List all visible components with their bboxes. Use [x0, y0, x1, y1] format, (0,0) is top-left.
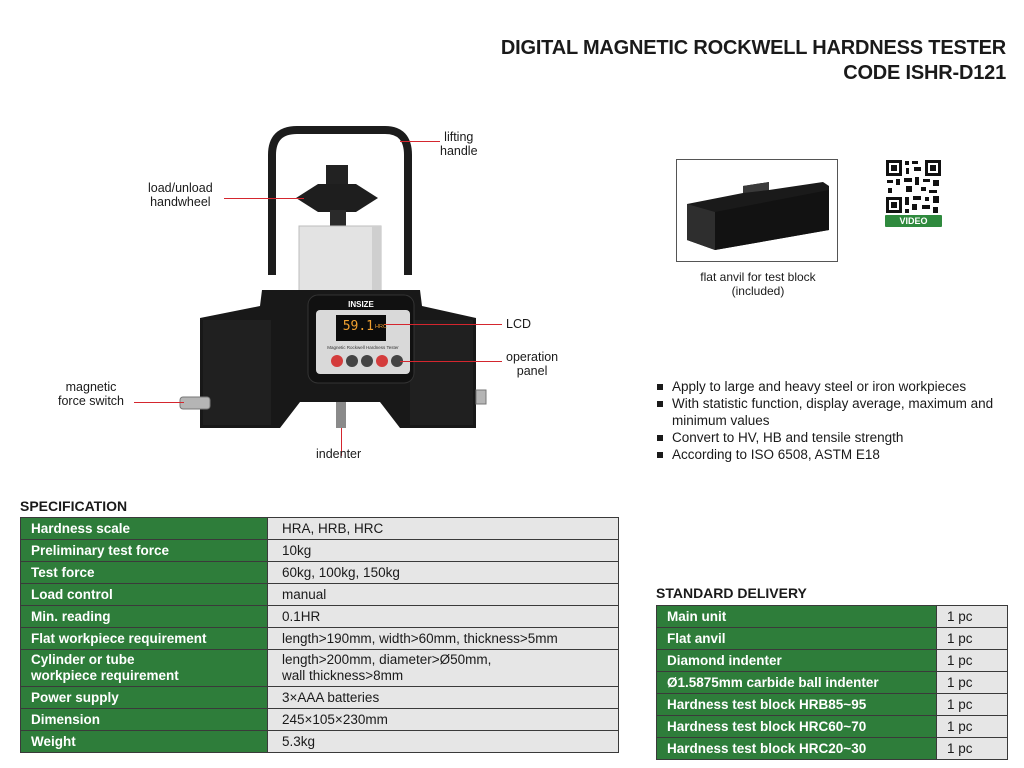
handwheel-shape	[296, 184, 378, 212]
table-row	[657, 628, 1008, 650]
table-key-cell: Preliminary test force	[21, 540, 268, 562]
feature-item: With statistic function, display average, maximum and minimum values	[656, 395, 1016, 429]
feature-item: According to ISO 6508, ASTM E18	[656, 446, 1016, 463]
table-row	[21, 540, 619, 562]
table-row	[657, 694, 1008, 716]
document-title	[501, 36, 1006, 86]
callout-lcd: LCD	[506, 317, 532, 331]
table-row	[21, 628, 619, 650]
table-row	[21, 650, 619, 687]
table-value-cell: 1 pc	[937, 694, 1008, 716]
table-key-cell: Test force	[21, 562, 268, 584]
callout-operation-panel: operation panel	[506, 350, 559, 378]
table-value-cell: 1 pc	[937, 628, 1008, 650]
table-row	[21, 518, 619, 540]
product-illustration	[0, 110, 640, 490]
table-key-cell: Hardness test block HRC60~70	[657, 716, 937, 738]
table-row	[21, 709, 619, 731]
table-key-cell: Hardness test block HRC20~30	[657, 738, 937, 760]
table-value-cell: 5.3kg	[268, 731, 619, 753]
table-value-cell: 1 pc	[937, 738, 1008, 760]
table-key-cell: Load control	[21, 584, 268, 606]
table-value-cell: HRA, HRB, HRC	[268, 518, 619, 540]
delivery-title: STANDARD DELIVERY	[656, 585, 807, 601]
magnetic-switch-knob	[180, 397, 210, 409]
table-value-cell: 3×AAA batteries	[268, 687, 619, 709]
anvil-image-frame	[676, 159, 838, 262]
tester-drawing	[0, 110, 640, 490]
table-key-cell: Min. reading	[21, 606, 268, 628]
table-value-cell: 1 pc	[937, 650, 1008, 672]
table-row	[21, 562, 619, 584]
table-value-cell: 245×105×230mm	[268, 709, 619, 731]
feature-item: Apply to large and heavy steel or iron workpieces	[656, 378, 1016, 395]
table-value-cell: 10kg	[268, 540, 619, 562]
table-value-cell: 0.1HR	[268, 606, 619, 628]
indenter-shape	[336, 402, 346, 428]
qr-video-badge: VIDEO	[899, 216, 928, 226]
device-brand: INSIZE	[348, 300, 374, 309]
table-value-cell: 1 pc	[937, 606, 1008, 628]
table-value-cell: manual	[268, 584, 619, 606]
callout-magnetic-switch: magnetic force switch	[58, 380, 124, 408]
feature-item: Convert to HV, HB and tensile strength	[656, 429, 1016, 446]
table-key-cell: Diamond indenter	[657, 650, 937, 672]
table-key-cell: Weight	[21, 731, 268, 753]
table-key-cell: Main unit	[657, 606, 937, 628]
table-value-cell: 60kg, 100kg, 150kg	[268, 562, 619, 584]
title-line-1: DIGITAL MAGNETIC ROCKWELL HARDNESS TESTER	[500, 37, 1006, 59]
lcd-unit: HRC	[375, 324, 387, 330]
table-row	[21, 687, 619, 709]
table-key-cell: Hardness scale	[21, 518, 268, 540]
table-row	[657, 738, 1008, 760]
panel-button-red	[331, 355, 343, 367]
title-line-2: CODE ISHR-D121	[843, 62, 1006, 84]
table-key-cell: Hardness test block HRB85~95	[657, 694, 937, 716]
feature-list	[656, 378, 1016, 463]
specification-table	[20, 517, 619, 753]
callout-handwheel: load/unload handwheel	[148, 181, 213, 209]
lcd-value: 59.1	[342, 319, 374, 334]
table-value-cell: 1 pc	[937, 672, 1008, 694]
callout-indenter: indenter	[316, 447, 362, 461]
table-row	[657, 672, 1008, 694]
table-row	[657, 716, 1008, 738]
specification-title: SPECIFICATION	[20, 498, 128, 514]
table-row	[21, 606, 619, 628]
table-key-cell: Power supply	[21, 687, 268, 709]
anvil-caption: flat anvil for test block (included)	[700, 270, 816, 298]
callout-lifting-handle: lifting handle	[440, 130, 478, 158]
qr-code[interactable]	[885, 159, 942, 227]
delivery-table	[656, 605, 1008, 760]
table-row	[21, 731, 619, 753]
table-value-cell: 1 pc	[937, 716, 1008, 738]
anvil-drawing	[677, 160, 837, 261]
table-row	[657, 606, 1008, 628]
table-value-cell: length>200mm, diameter>Ø50mm, wall thickness>8mm	[268, 650, 619, 687]
table-key-cell: Cylinder or tube workpiece requirement	[21, 650, 268, 687]
table-key-cell: Flat workpiece requirement	[21, 628, 268, 650]
table-key-cell: Ø1.5875mm carbide ball indenter	[657, 672, 937, 694]
table-value-cell: length>190mm, width>60mm, thickness>5mm	[268, 628, 619, 650]
table-key-cell: Dimension	[21, 709, 268, 731]
panel-text: Magnetic Rockwell Hardness Tester	[327, 345, 399, 350]
table-row	[21, 584, 619, 606]
table-key-cell: Flat anvil	[657, 628, 937, 650]
table-row	[657, 650, 1008, 672]
